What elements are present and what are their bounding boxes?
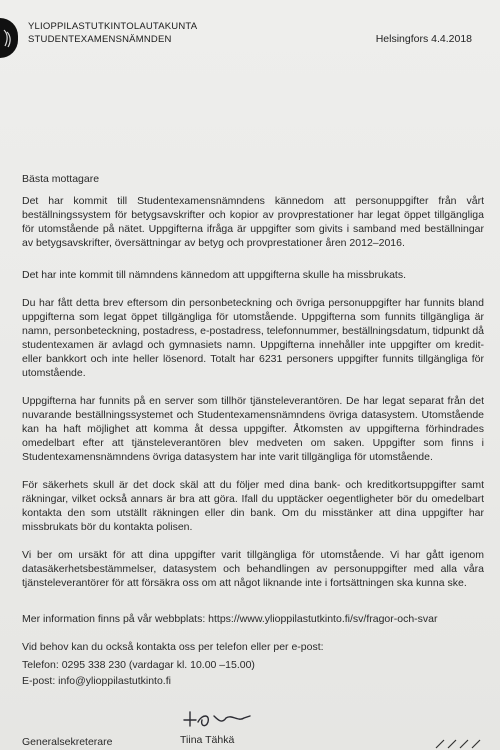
paragraph-1: Det har kommit till Studentexamensnämndens kännedom att personuppgifter från vårt beställningssystem för betygsavskrifter och kopior av provprestationer har legat öppet tillgängliga för utomstående på nätet. Uppgifterna ifråga är uppgifter som givits i samband med beställningar av betygsavskrifter, översättningar av betyg och provprestationer åren 2012–2016. — [22, 195, 484, 249]
greeting: Bästa mottagare — [22, 173, 100, 185]
paragraph-2: Det har inte kommit till nämndens kännedom att uppgifterna skulle ha missbrukats. — [22, 269, 407, 281]
paragraph-5: För säkerhets skull är det dock skäl att du följer med dina bank- och kreditkortsuppgifter samt räkningar, vilket också annars är bra att göra. Ifall du upptäcker oegentligheter bör du omedelbart kontakta den som utställt räkningen eller din bank. Om du misstänker att dina uppgifter har missbrukats bör du kontakta polisen. — [22, 479, 484, 533]
letter-header — [0, 8, 500, 58]
crest-logo-icon — [0, 18, 18, 58]
page-corner-mark — [434, 736, 494, 750]
paragraph-4: Uppgifterna har funnits på en server som tillhör tjänsteleverantören. De har legat separat från det nuvarande beställningssystemet och Studentexamensnämndens övriga datasystem. Utomstående kan ha haft möjlighet att komma åt dessa uppgifter. Åtkomsten av uppgifterna förhindrades omedelbart efter att tjänsteleverantören blev medveten om saken. Uppgifter som finns i Studentexamensnämndens övriga datasystem har inte varit tillgängliga för utomstående. — [22, 395, 484, 463]
org-name-finnish: YLIOPPILASTUTKINTOLAUTAKUNTA — [28, 21, 198, 32]
contact-email: E-post: info@ylioppilastutkinto.fi — [22, 675, 171, 687]
organization-name — [28, 20, 197, 46]
signer-name: Tiina Tähkä — [180, 734, 235, 746]
contact-phone: Telefon: 0295 338 230 (vardagar kl. 10.00 –15.00) — [22, 659, 255, 671]
contact-intro: Vid behov kan du också kontakta oss per telefon eller per e-post: — [22, 641, 324, 653]
paragraph-6: Vi ber om ursäkt för att dina uppgifter varit tillgängliga för utomstående. Vi har gått igenom datasäkerhetsbestämmelser, datasystem och behandlingen av personuppgifter med alla våra tjänsteleverantörer för att försäkra oss om att något liknande inte i fortsättningen ska kunna ske. — [22, 549, 484, 589]
place-and-date: Helsingfors 4.4.2018 — [375, 33, 472, 45]
paragraph-3: Du har fått detta brev eftersom din personbeteckning och övriga personuppgifter har funnits bland uppgifterna som legat öppet tillgängliga för utomstående. Uppgifterna som funnits tillgängliga är namn, personbeteckning, postadress, e-postadress, telefonnummer, beställningsdatum, tidpunkt då studentexamen är avlagd och gymnasiets namn. Uppgifterna innehåller inte uppgifter om kredit- eller bankkort och inte heller lösenord. Totalt har 6231 personers uppgifter funnits tillgängliga för utomstående. — [22, 297, 484, 379]
website-info: Mer information finns på vår webbplats: https://www.ylioppilastutkinto.fi/sv/fragor-och-svar — [22, 613, 438, 625]
handwritten-signature — [180, 706, 270, 737]
signer-title: Generalsekreterare — [22, 736, 113, 748]
org-name-swedish: STUDENTEXAMENSNÄMNDEN — [28, 34, 172, 45]
